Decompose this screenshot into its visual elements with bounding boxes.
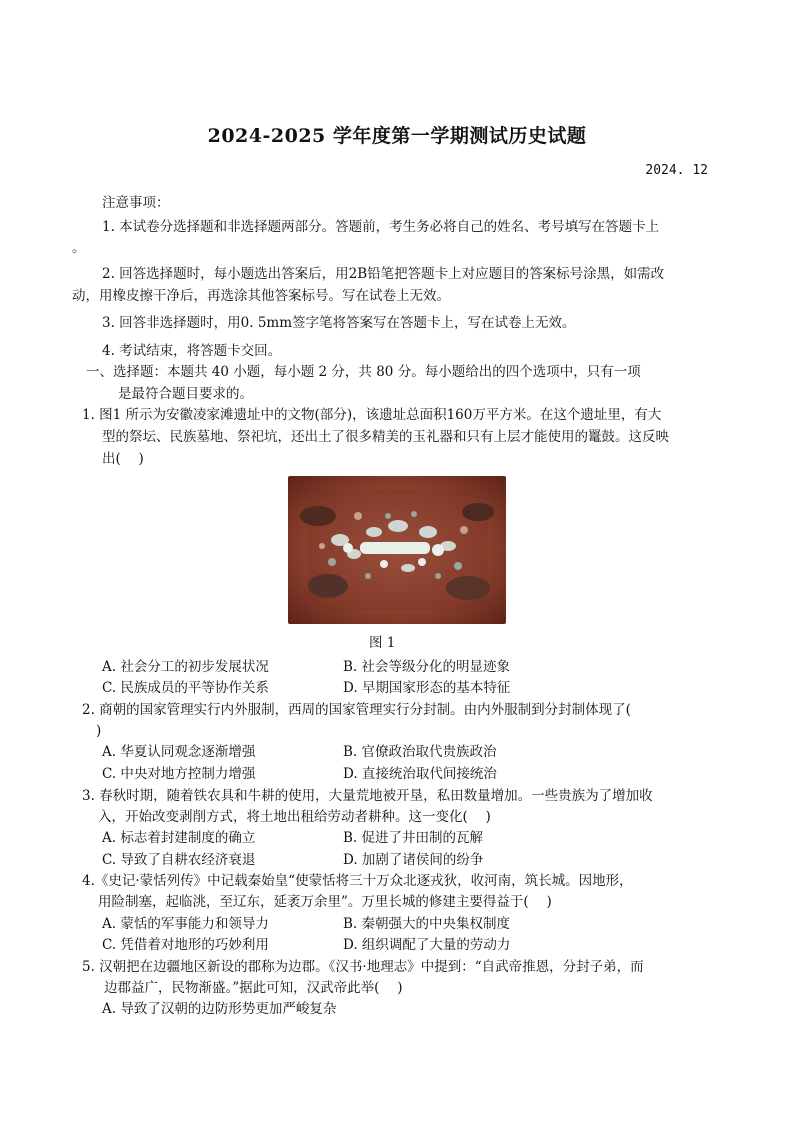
question-5-stem-cont: 边郡益广，民物渐盛。”据此可知，汉武帝此举( ): [104, 980, 403, 996]
notice-item-2-cont: 动，用橡皮擦干净后，再选涂其他答案标号。写在试卷上无效。: [72, 288, 450, 304]
question-3-option-c[interactable]: C. 导致了自耕农经济衰退: [102, 852, 256, 868]
notice-item-1-cont: 。: [72, 240, 86, 256]
question-1-option-d[interactable]: D. 早期国家形态的基本特征: [343, 680, 511, 696]
notice-item-2: 2. 回答选择题时，每小题选出答案后，用2B铅笔把答题卡上对应题目的答案标号涂黑，如需改: [102, 266, 665, 282]
section-1-heading-cont: 是最符合题目要求的。: [118, 386, 253, 402]
question-3-option-b[interactable]: B. 促进了井田制的瓦解: [343, 830, 484, 846]
question-1-option-a[interactable]: A. 社会分工的初步发展状况: [102, 659, 269, 675]
notice-item-3: 3. 回答非选择题时，用0. 5mm签字笔将答案写在答题卡上，写在试卷上无效。: [102, 315, 576, 331]
question-1-stem-cont: 型的祭坛、民族墓地、祭祀坑，还出土了很多精美的玉礼器和只有上层才能使用的鼍鼓。这反映: [102, 429, 669, 445]
notice-heading: 注意事项：: [102, 195, 170, 211]
question-4-option-b[interactable]: B. 秦朝强大的中央集权制度: [343, 916, 511, 932]
figure-1-caption: 图 1: [369, 635, 396, 651]
question-3-option-d[interactable]: D. 加剧了诸侯间的纷争: [343, 852, 484, 868]
question-2-stem: 2. 商朝的国家管理实行内外服制，西周的国家管理实行分封制。由内外服制到分封制体现了(: [82, 702, 631, 718]
question-4-stem: 4.《史记·蒙恬列传》中记载秦始皇“使蒙恬将三十万众北逐戎狄，收河南，筑长城。因地形，: [82, 873, 633, 889]
question-2-stem-cont: ): [96, 723, 102, 739]
question-1-stem: 1. 图1 所示为安徽凌家滩遗址中的文物(部分)，该遗址总面积160万平方米。在这个遗址里，有大: [82, 407, 662, 423]
question-5-stem: 5. 汉朝把在边疆地区新设的郡称为边郡。《汉书·地理志》中提到：“自武帝推恩，分封子弟，而: [82, 959, 644, 975]
notice-item-1: 1. 本试卷分选择题和非选择题两部分。答题前，考生务必将自己的姓名、考号填写在答题卡上: [102, 219, 660, 235]
question-4-option-c[interactable]: C. 凭借着对地形的巧妙利用: [102, 937, 269, 953]
question-3-stem-cont: 入，开始改变剥削方式，将土地出租给劳动者耕种。这一变化( ): [98, 809, 491, 825]
question-2-option-d[interactable]: D. 直接统治取代间接统治: [343, 766, 497, 782]
figure-1-artifacts-photo: [288, 476, 506, 624]
question-1-stem-end: 出( ): [102, 451, 144, 467]
question-2-option-a[interactable]: A. 华夏认同观念逐渐增强: [102, 744, 256, 760]
question-1-option-b[interactable]: B. 社会等级分化的明显迹象: [343, 659, 511, 675]
question-3-option-a[interactable]: A. 标志着封建制度的确立: [102, 830, 256, 846]
question-5-option-a[interactable]: A. 导致了汉朝的边防形势更加严峻复杂: [102, 1001, 337, 1017]
notice-item-4: 4. 考试结束，将答题卡交回。: [102, 343, 282, 359]
exam-title: 2024-2025 学年度第一学期测试历史试题: [207, 125, 587, 147]
question-2-option-c[interactable]: C. 中央对地方控制力增强: [102, 766, 256, 782]
question-4-stem-cont: 用险制塞，起临洮，至辽东，延袤万余里”。万里长城的修建主要得益于( ): [98, 894, 552, 910]
question-3-stem: 3. 春秋时期，随着铁农具和牛耕的使用，大量荒地被开垦，私田数量增加。一些贵族为了增加收: [82, 788, 653, 804]
question-4-option-d[interactable]: D. 组织调配了大量的劳动力: [343, 937, 511, 953]
question-2-option-b[interactable]: B. 官僚政治取代贵族政治: [343, 744, 497, 760]
section-1-heading: 一、选择题：本题共 40 小题，每小题 2 分，共 80 分。每小题给出的四个选项中，只有一项: [86, 364, 641, 380]
question-4-option-a[interactable]: A. 蒙恬的军事能力和领导力: [102, 916, 269, 932]
exam-date: 2024. 12: [645, 163, 708, 178]
question-1-option-c[interactable]: C. 民族成员的平等协作关系: [102, 680, 269, 696]
